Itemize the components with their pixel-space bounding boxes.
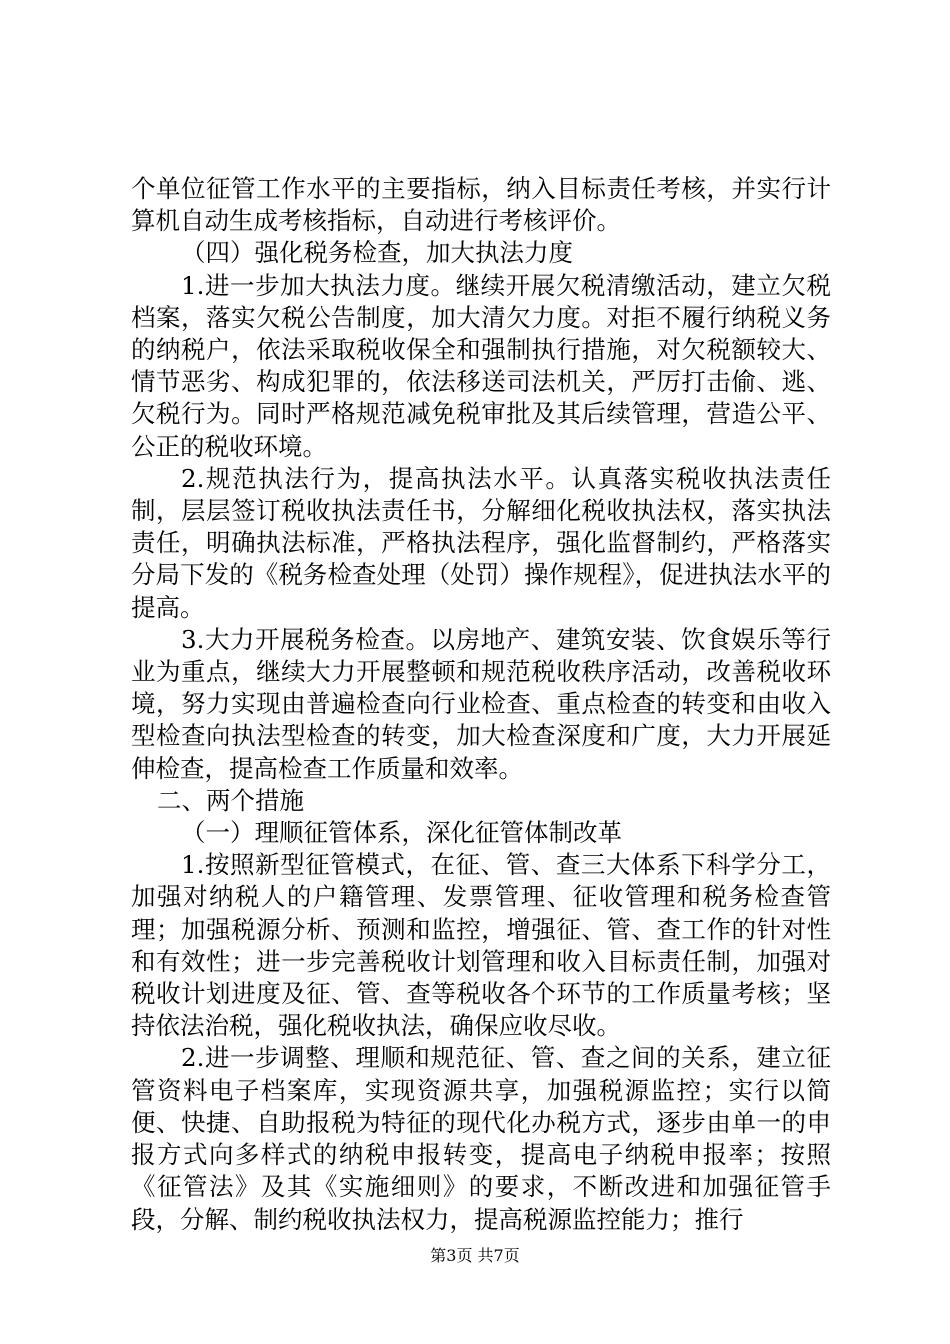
paragraph-item-1: 1.进一步加大执法力度。继续开展欠税清缴活动，建立欠税档案，落实欠税公告制度，加大清欠力度。对拒不履行纳税义务的纳税户，依法采取税收保全和强制执行措施，对欠税额较大、情节恶劣、构成犯罪的，依法移送司法机关，严厉打击偷、逃、欠税行为。同时严格规范减免税审批及其后续管理，营造公平、公正的税收环境。 xyxy=(131,270,831,461)
section-heading-1: （一）理顺征管体系，深化征管体制改革 xyxy=(181,818,622,848)
paragraph-continuation: 个单位征管工作水平的主要指标，纳入目标责任考核，并实行计算机自动生成考核指标，自动进行考核评价。 xyxy=(131,174,831,236)
document-body xyxy=(131,173,831,1236)
paragraph-item-3: 3.大力开展税务检查。以房地产、建筑安装、饮食娱乐等行业为重点，继续大力开展整顿和规范税收秩序活动，改善税收环境，努力实现由普遍检查向行业检查、重点检查的转变和由收入型检查向执法型检查的转变，加大检查深度和广度，大力开展延伸检查，提高检查工作质量和效率。 xyxy=(131,624,831,783)
section-heading-4: （四）强化税务检查，加大执法力度 xyxy=(181,238,573,268)
paragraph-item-2b: 2.进一步调整、理顺和规范征、管、查之间的关系，建立征管资料电子档案库，实现资源共享，加强税源监控；实行以简便、快捷、自助报税为特征的现代化办税方式，逐步由单一的申报方式向多样式的纳税申报转变，提高电子纳税申报率；按照《征管法》及其《实施细则》的要求，不断改进和加强征管手段，分解、制约税收执法权力，提高税源监控能力；推行 xyxy=(131,1043,831,1234)
paragraph-item-2: 2.规范执法行为，提高执法水平。认真落实税收执法责任制，层层签订税收执法责任书，分解细化税收执法权，落实执法责任，明确执法标准，严格执法程序，强化监督制约，严格落实分局下发的《税务检查处理（处罚）操作规程》，促进执法水平的提高。 xyxy=(131,463,831,622)
paragraph-item-1b: 1.按照新型征管模式，在征、管、查三大体系下科学分工，加强对纳税人的户籍管理、发票管理、征收管理和税务检查管理；加强税源分析、预测和监控，增强征、管、查工作的针对性和有效性；进一步完善税收计划管理和收入目标责任制，加强对税收计划进度及征、管、查等税收各个环节的工作质量考核；坚持依法治税，强化税收执法，确保应收尽收。 xyxy=(131,850,831,1041)
chapter-heading-2: 二、两个措施 xyxy=(157,785,304,815)
page-footer: 第3页 共7页 xyxy=(430,1246,520,1265)
